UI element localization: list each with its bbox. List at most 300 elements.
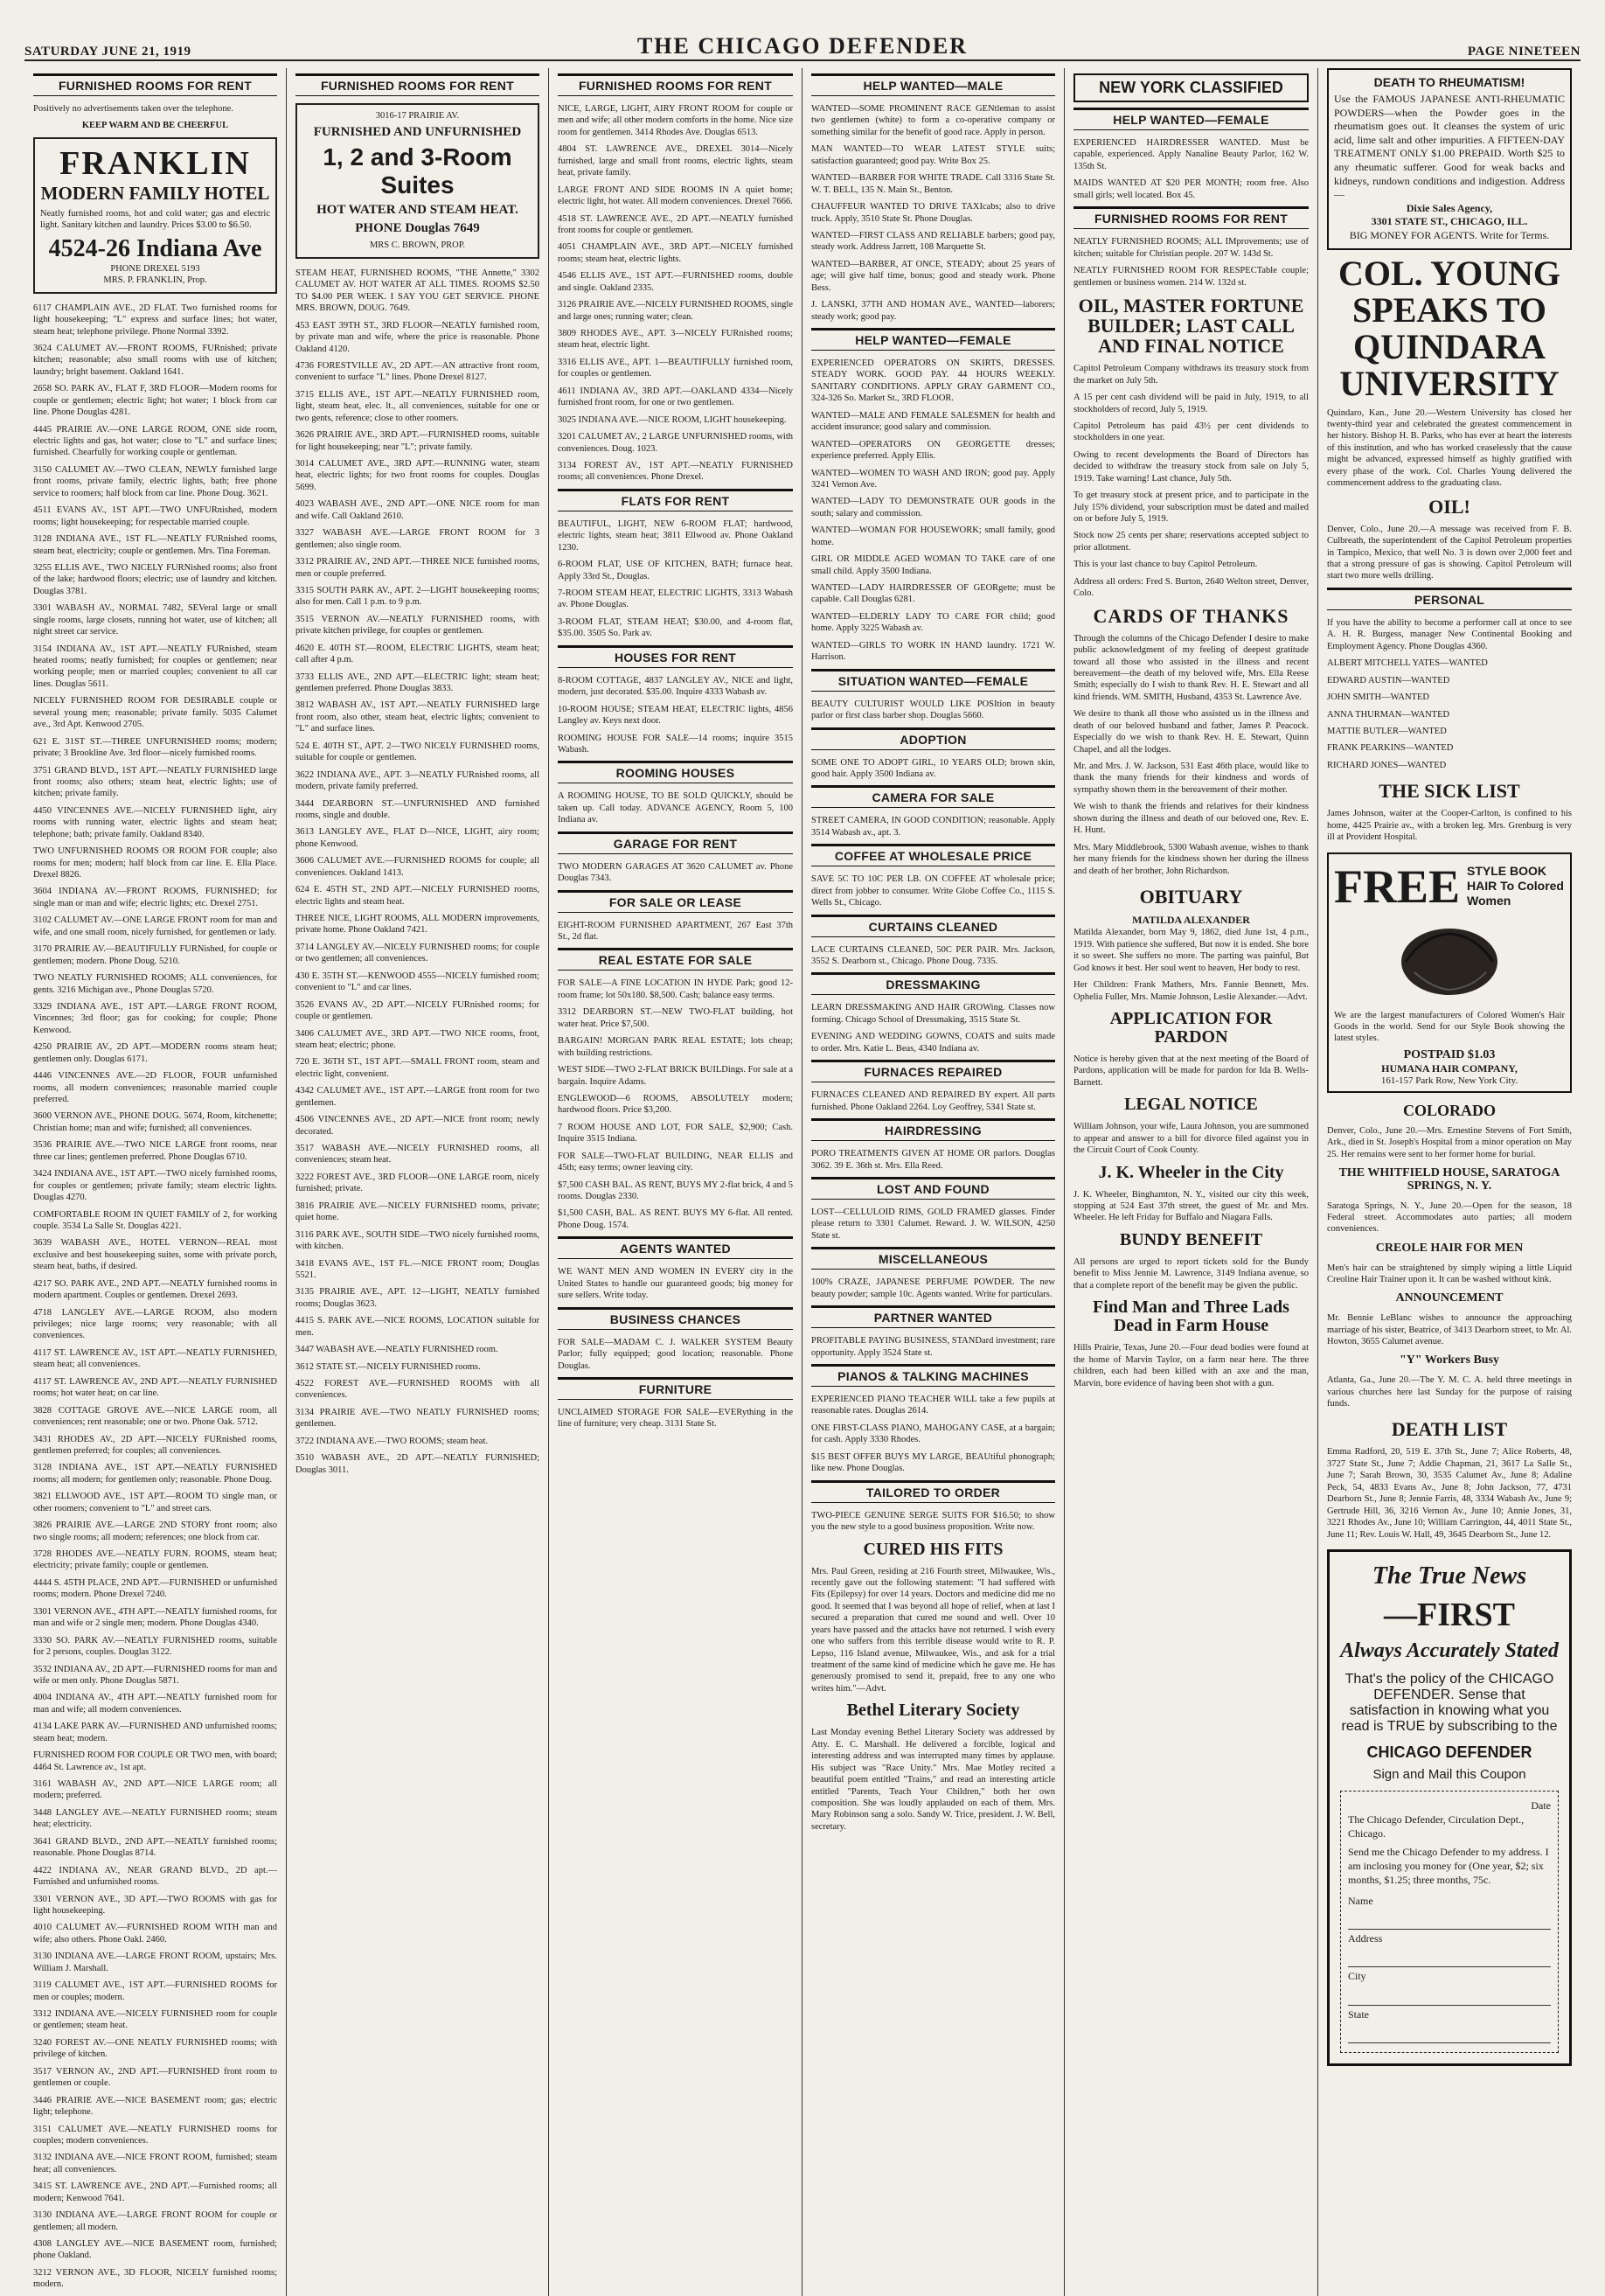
list-item: 3119 CALUMET AVE., 1ST APT.—FURNISHED ROOMS for men or couples; modern. (33, 1980, 277, 2002)
list-item: 524 E. 40TH ST., APT. 2—TWO NICELY FURNISHED rooms, suitable for couple or gentlemen. (295, 741, 539, 763)
article-headline: LEGAL NOTICE (1124, 1095, 1258, 1115)
list-item: 4522 FOREST AVE.—FURNISHED ROOMS with all conveniences. (295, 1379, 539, 1401)
list-item: 3612 STATE ST.—NICELY FURNISHED rooms. (295, 1361, 481, 1372)
list-item: 3102 CALUMET AV.—ONE LARGE FRONT room for man and wife, and one small room, nicely furnished, for gentlemen or lady. (33, 915, 277, 937)
coupon-city-label: City (1348, 1970, 1366, 1983)
notice: Positively no advertisements taken over the telephone. (33, 104, 233, 114)
list-item: Mr. and Mrs. J. W. Jackson, 531 East 46th place, would like to thank the many friends for their kindness and words of sympathy shown them in the bereavement of their mother. (1073, 762, 1309, 795)
list-item: 4023 WABASH AVE., 2ND APT.—ONE NICE room for man and wife. Call Oakland 2610. (295, 499, 539, 521)
list-item: EDWARD AUSTIN—WANTED (1327, 675, 1450, 685)
list-item: 453 EAST 39TH ST., 3RD FLOOR—NEATLY furnished room, by private man and wife, where the price is reasonable. Phone Oakland 4120. (295, 320, 539, 354)
section-header: DRESSMAKING (811, 972, 1055, 995)
article-body (1073, 1342, 1309, 1389)
list-item: 3316 ELLIS AVE., APT. 1—BEAUTIFULLY furnished room, for couples or gentlemen. (558, 357, 793, 379)
list-item: WANTED—BARBER FOR WHITE TRADE. Call 3316 State St. W. T. BELL, 135 N. Main St., Benton. (811, 173, 1055, 195)
list-item: 6-ROOM FLAT, USE OF KITCHEN, BATH; furnace heat. Apply 33rd St., Douglas. (558, 560, 793, 581)
list-item: We desire to thank all those who assisted us in the illness and death of our beloved husband and father, James P. Peacock. Especially do we wish to thank Rev. H. E. Stewart, Quinn Chapel, and all the lodges. (1073, 709, 1309, 755)
list-item: 720 E. 36TH ST., 1ST APT.—SMALL FRONT room, steam and electric light, convenient. (295, 1057, 539, 1079)
list-item: 4518 ST. LAWRENCE AVE., 2D APT.—NEATLY furnished front rooms for couple or gentlemen. (558, 213, 793, 235)
article-body (1327, 1200, 1572, 1235)
ad-address: 161-157 Park Row, New York City. (1380, 1075, 1518, 1086)
list-item: SOME ONE TO ADOPT GIRL, 10 YEARS OLD; brown skin, good hair. Apply 3500 Indiana av. (811, 757, 1055, 779)
coupon-state-label: State (1348, 2007, 1369, 2021)
classified-list (558, 103, 793, 484)
section-header: HOUSES FOR RENT (558, 645, 793, 668)
list-item: 3134 FOREST AV., 1ST APT.—NEATLY FURNISHED rooms; all conveniences. Phone Drexel. (558, 460, 793, 483)
list-item: EXPERIENCED PIANO TEACHER WILL take a few pupils at reasonable rates. Douglas 2614. (811, 1395, 1055, 1416)
list-item: 4450 VINCENNES AVE.—NICELY FURNISHED light, airy rooms with running water, electric lights and steam heat; telephone; bath; private family. Oakland 8340. (33, 805, 277, 839)
ad-line: FURNISHED AND UNFURNISHED (313, 125, 522, 140)
list-item: ANNA THURMAN—WANTED (1327, 709, 1450, 720)
article-headline: ANNOUNCEMENT (1395, 1291, 1504, 1305)
ad-header (1334, 859, 1565, 914)
list-item: WANTED—OPERATORS ON GEORGETTE dresses; experience preferred. Apply Ellis. (811, 439, 1055, 462)
list-item: 3715 ELLIS AVE., 1ST APT.—NEATLY FURNISHED room, light, steam heat, elec. lt., all conveniences, suitable for one or two gents, reference; close to other roomers. (295, 389, 539, 423)
ad-owner: MRS C. BROWN, PROP. (369, 240, 466, 251)
list-item: 3301 VERNON AVE., 3D APT.—TWO ROOMS with gas for light housekeeping. (33, 1894, 277, 1916)
masthead (24, 24, 1581, 61)
list-item: 3613 LANGLEY AVE., FLAT D—NICE, LIGHT, airy room; phone Kenwood. (295, 827, 539, 849)
list-item: Mrs. Paul Green, residing at 216 Fourth street, Milwaukee, Wis., recently gave out the following statement: "I had suffered with Fits (Epilepsy) for over 14 years. Doctors and medicine did me no good. It seemed that I was beyond all hope of relief, when at last I secured a preparation that cured me sound and well. Over 10 years have passed and the attacks have not returned. I wish every one who suffers from this terrible disease would write to R. P. Lepso, 116 Island avenue, Milwaukee, Wis., and ask for a trial treatment of the same kind of medicine which he gave me. He has generously promised to send it, prepaid, free to any one who writes him."—Advt. (811, 1566, 1055, 1694)
list-item: PORO TREATMENTS GIVEN AT HOME OR parlors. Douglas 3062. 39 E. 36th st. Mrs. Ella Reed. (811, 1149, 1055, 1171)
classified-list (811, 1207, 1055, 1242)
list-item: WANTED—SOME PROMINENT RACE GENtleman to assist two gentlemen (white) to form a co-operative company or something similar for the benefit of good race. Apply in person. (811, 104, 1055, 137)
list-item: 3130 INDIANA AVE.—LARGE FRONT ROOM for couple or gentlemen; all modern. (33, 2210, 277, 2232)
list-item: 3329 INDIANA AVE., 1ST APT.—LARGE FRONT ROOM, Vincennes; 3rd floor; gas for cooking; for couple; Phone Kenwood. (33, 1001, 277, 1035)
ad-body: Neatly furnished rooms, hot and cold water; gas and electric light. Sanitary kitchen and laundry. Prices $3.00 to $6.50. (40, 208, 270, 231)
classified-list (811, 1335, 1055, 1359)
list-item: 3212 VERNON AVE., 3D FLOOR, NICELY furnished rooms; modern. (33, 2267, 277, 2290)
list-item: EXPERIENCED HAIRDRESSER WANTED. Must be capable, experienced. Apply Nanaline Beauty Parlor, 162 W. 135th St. (1073, 138, 1309, 171)
list-item: Notice is hereby given that at the next meeting of the Board of Pardons, application will be made for pardon for Ida B. Wells-Barnett. (1073, 1054, 1309, 1088)
list-item: 3415 ST. LAWRENCE AVE., 2ND APT.—Furnished rooms; all modern; Kenwood 7641. (33, 2181, 277, 2203)
section-header: HELP WANTED—FEMALE (811, 328, 1055, 351)
list-item: 3315 SOUTH PARK AV., APT. 2—LIGHT housekeeping rooms; also for men. Call 1 p.m. to 9 p.m. (295, 585, 539, 608)
list-item: 6117 CHAMPLAIN AVE., 2D FLAT. Two furnished rooms for light housekeeping; "L" express and surface lines; hot water, steam heat; telephone privilege. Phone Normal 3392. (33, 303, 277, 337)
article-body (1073, 1256, 1309, 1291)
list-item: 3446 PRAIRIE AVE.—NICE BASEMENT room; gas; electric light; telephone. (33, 2095, 277, 2118)
list-item: 3126 PRAIRIE AVE.—NICELY FURNISHED ROOMS, single and large ones; running water; clean. (558, 300, 793, 322)
section-header: COFFEE AT WHOLESALE PRICE (811, 844, 1055, 866)
ad-title: DEATH TO RHEUMATISM! (1373, 75, 1525, 89)
article-body (1327, 808, 1572, 843)
classified-list (1327, 617, 1572, 771)
list-item: EVENING AND WEDDING GOWNS, COATS and suits made to order. Mrs. Katie L. Beas, 4340 Indiana av. (811, 1032, 1055, 1054)
classified-list (558, 1266, 793, 1301)
list-item: LACE CURTAINS CLEANED, 50C PER PAIR. Mrs. Jackson, 3552 S. Dearborn st., Chicago. Phone Doug. 7335. (811, 944, 1055, 966)
classified-list (811, 944, 1055, 968)
list-item: 624 E. 45TH ST., 2ND APT.—NICELY FURNISHED rooms, electric lights and steam heat. (295, 885, 539, 907)
section-header: FURNISHED ROOMS FOR RENT (295, 73, 539, 96)
section-header: AGENTS WANTED (558, 1236, 793, 1259)
article-body (1327, 1263, 1572, 1286)
list-item: Last Monday evening Bethel Literary Society was addressed by Atty. E. C. Marshall. He delivered a forcible, logical and interesting address and was interrupted many times by applause. His subject was "Race Unity." Mrs. Mae Motley recited a beautiful poem entitled "Trains," and read an interesting article entitled "Parents, Teach Your Children," both her own composition. She was loudly applauded on each of them. Mrs. Mary Robinson sang a solo. Sandy W. Trice, president. J. W. Bell, secretary. (811, 1728, 1055, 1832)
classified-list (811, 699, 1055, 722)
list-item: Hills Prairie, Texas, June 20.—Four dead bodies were found at the home of Marvin Taylor, on a farm near here. The three children, each had been killed with an axe and the man, Marvin, bore evidence of having been shot with a gun. (1073, 1343, 1309, 1388)
list-item: 3406 CALUMET AVE., 3RD APT.—TWO NICE rooms, front, steam heat; electric; phone. (295, 1028, 539, 1050)
obituary-name: MATILDA ALEXANDER (1132, 913, 1250, 926)
coupon-name-label: Name (1348, 1895, 1373, 1908)
classified-list (33, 303, 277, 2291)
subscription-box (1327, 1549, 1572, 2066)
column-4 (802, 68, 1065, 2296)
section-header: TAILORED TO ORDER (811, 1480, 1055, 1503)
list-item: WE WANT MEN AND WOMEN IN EVERY city in the United States to handle our guaranteed goods; big money for sure sellers. Write today. (558, 1267, 793, 1301)
address-field[interactable] (1348, 1954, 1551, 1967)
list-item: William Johnson, your wife, Laura Johnson, you are summoned to appear and answer to a bill for divorce filed against you in the Circuit Court of Cook County. (1073, 1122, 1309, 1156)
list-item: 4718 LANGLEY AVE.—LARGE ROOM, also modern privileges; nice large rooms; very reasonable; with all conveniences. (33, 1307, 277, 1341)
list-item: 4422 INDIANA AV., NEAR GRAND BLVD., 2D apt.—Furnished and unfurnished rooms. (33, 1865, 277, 1888)
article-headline: CURED HIS FITS (863, 1539, 1004, 1559)
list-item: THREE NICE, LIGHT ROOMS, ALL MODERN improvements, private home. Phone Oakland 7421. (295, 914, 539, 936)
list-item: TWO MODERN GARAGES AT 3620 CALUMET av. Phone Douglas 7343. (558, 861, 793, 884)
obituary-title: OBITUARY (1139, 885, 1243, 908)
cards-of-thanks-title: CARDS OF THANKS (1093, 604, 1289, 627)
classified-list (811, 1148, 1055, 1172)
classified-list (1073, 137, 1309, 201)
list-item: 4117 ST. LAWRENCE AV., 1ST APT.—NEATLY FURNISHED, steam heat; all conveniences. (33, 1347, 277, 1370)
ad-phone: PHONE DREXEL 5193 (110, 263, 200, 274)
section-header: HAIRDRESSING (811, 1118, 1055, 1141)
list-item: 4134 LAKE PARK AV.—FURNISHED AND unfurnished rooms; steam heat; modern. (33, 1722, 277, 1743)
section-header: PIANOS & TALKING MACHINES (811, 1364, 1055, 1387)
list-item: MATTIE BUTLER—WANTED (1327, 726, 1447, 736)
hair-illustration (1334, 914, 1565, 1010)
classified-list (811, 103, 1055, 323)
article-body (1073, 1121, 1309, 1156)
list-item: WANTED—MALE AND FEMALE SALESMEN for health and accident insurance; good salary and commission. (811, 410, 1055, 433)
section-header: SITUATION WANTED—FEMALE (811, 669, 1055, 692)
list-item: 3222 FOREST AVE., 3RD FLOOR—ONE LARGE room, nicely furnished; private. (295, 1172, 539, 1194)
list-item: Mr. Bennie LeBlanc wishes to announce the approaching marriage of his sister, Beatrice, of 3413 Dearborn street, to Mr. Al. Howton, 3655 Calumet avenue. (1327, 1313, 1572, 1346)
article-body (1327, 524, 1572, 582)
list-item: 3135 PRAIRIE AVE., APT. 12—LIGHT, NEATLY furnished rooms; Douglas 3623. (295, 1287, 539, 1309)
list-item: WANTED—GIRLS TO WORK IN HAND laundry. 1721 W. Harrison. (811, 640, 1055, 663)
list-item: 3722 INDIANA AVE.—TWO ROOMS; steam heat. (295, 1436, 488, 1446)
list-item: 3600 VERNON AVE., PHONE DOUG. 5674, Room, kitchenette; Christian home; man and wife; furnished; all conveniences. (33, 1111, 277, 1133)
list-item: A 15 per cent cash dividend will be paid in July, 1919, to all stockholders of record, July 5, 1919. (1073, 393, 1309, 414)
list-item: $1,500 CASH, BAL. AS RENT. BUYS MY 6-flat. All rented. Phone Doug. 1574. (558, 1208, 793, 1230)
classified-list (811, 873, 1055, 908)
classified-list (811, 815, 1055, 838)
list-item: 3150 CALUMET AV.—TWO CLEAN, NEWLY furnished large front rooms, private family, electric lights, bath; free phone service to roomers; half block from car line. Phone Doug. 3621. (33, 464, 277, 498)
list-item: 3014 CALUMET AVE., 3RD APT.—RUNNING water, steam heat, electric lights; for two front rooms for couples. Douglas 5699. (295, 459, 539, 492)
ad-footer: BIG MONEY FOR AGENTS. Write for Terms. (1349, 228, 1550, 241)
list-item: Address all orders: Fred S. Burton, 2640 Welton street, Denver, Colo. (1073, 576, 1309, 599)
list-item: NEATLY FURNISHED ROOM FOR RESPECTable couple; gentlemen or business women. 214 W. 132d st. (1073, 266, 1309, 288)
list-item: 4250 PRAIRIE AV., 2D APT.—MODERN rooms steam heat; gentlemen only. Douglas 6171. (33, 1042, 277, 1064)
ad-name: FRANKLIN (59, 144, 251, 182)
list-item: 4444 S. 45TH PLACE, 2ND APT.—FURNISHED or unfurnished rooms; modern. Phone Drexel 7240. (33, 1577, 277, 1600)
classified-list (1073, 236, 1309, 289)
list-item: 4051 CHAMPLAIN AVE., 3RD APT.—NICELY furnished rooms; steam heat, electric lights. (558, 242, 793, 264)
article-body (1073, 363, 1309, 599)
section-header: CAMERA FOR SALE (811, 785, 1055, 808)
list-item: 3330 SO. PARK AV.—NEATLY FURNISHED rooms, suitable for 2 persons, couples. Douglas 3122. (33, 1635, 277, 1658)
section-header: FURNISHED ROOMS FOR RENT (558, 73, 793, 96)
list-item: 3312 INDIANA AVE.—NICELY FURNISHED room for couple or gentlemen; steam heat. (33, 2009, 277, 2031)
list-item: 4506 VINCENNES AVE., 2D APT.—NICE front room; newly decorated. (295, 1115, 539, 1137)
article-body (811, 1727, 1055, 1833)
ad-suites: 1, 2 and 3-Room Suites (323, 143, 512, 199)
article-body (1327, 1312, 1572, 1347)
list-item: 3606 CALUMET AVE.—FURNISHED ROOMS for couple; all conveniences. Oakland 1413. (295, 856, 539, 878)
list-item: 3510 WABASH AVE., 2D APT.—NEATLY FURNISHED; Douglas 3011. (295, 1453, 539, 1475)
section-header: FURNACES REPAIRED (811, 1060, 1055, 1082)
list-item: 4217 SO. PARK AVE., 2ND APT.—NEATLY furnished rooms in modern apartment. Couples or gentlemen. Drexel 2693. (33, 1278, 277, 1301)
list-item: SAVE 5C TO 10C PER LB. ON COFFEE AT wholesale price; direct from jobber to consumer. Write Globe Coffee Co., 1115 S. Wells St., Chicago. (811, 874, 1055, 908)
list-item: MAN WANTED—TO WEAR LATEST STYLE suits; satisfaction guaranteed; good pay. Write Box 25. (811, 144, 1055, 166)
list-item: 3418 EVANS AVE., 1ST FL.—NICE FRONT room; Douglas 5521. (295, 1258, 539, 1280)
list-item: STEAM HEAT, FURNISHED ROOMS, "THE Annette," 3302 CALUMET AV. HOT WATER AT ALL TIMES. ROOMS $2.50 TO $4.00 PER WEEK. I SAY YOU GET SERVICE. PHONE MRS. BROWN, DOUG. 7649. (295, 268, 539, 314)
list-item: 3821 ELLWOOD AVE., 1ST APT.—ROOM TO single man, or other roomers; convenient to "L" and street cars. (33, 1492, 277, 1513)
article-body (811, 1566, 1055, 1695)
list-item: NICE, LARGE, LIGHT, AIRY FRONT ROOM for couple or men and wife; all other modern comforts in the home. Nice size room for gentlemen. 3414 Rhodes Ave. Douglas 6513. (558, 104, 793, 137)
colorado-title: COLORADO (1402, 1101, 1496, 1119)
list-item: LEARN DRESSMAKING AND HAIR GROWing. Classes now forming. Chicago School of Dressmaking, 3515 State St. (811, 1003, 1055, 1025)
list-item: 3-ROOM FLAT, STEAM HEAT; $30.00, and 4-room flat, $35.00. 3505 So. Park av. (558, 616, 793, 639)
list-item: 4736 FORESTVILLE AV., 2D APT.—AN attractive front room, convenient to surface "L" lines. Phone Drexel 8127. (295, 360, 539, 383)
list-item: WANTED—LADY HAIRDRESSER OF GEORgette; must be capable. Call Douglas 6281. (811, 583, 1055, 605)
first-title: —FIRST (1384, 1596, 1515, 1633)
paper-title: THE CHICAGO DEFENDER (636, 33, 969, 59)
list-item: 3201 CALUMET AV., 2 LARGE UNFURNISHED rooms, with conveniences. Doug. 1023. (558, 432, 793, 454)
list-item: 3517 WABASH AVE.—NICELY FURNISHED rooms, all conveniences; steam heat. (295, 1144, 539, 1165)
classified-list (558, 1407, 793, 1430)
coupon-body: Send me the Chicago Defender to my address. I am inclosing you money for (One year, $2; six months, $1.25; three months, 75c. (1348, 1845, 1549, 1886)
list-item: NICELY FURNISHED ROOM FOR DESIRABLE couple or several young men; reasonable; private family. 5035 Calumet ave., 3rd Apt. Kenwood 2705. (33, 696, 277, 730)
name-field[interactable] (1348, 1917, 1551, 1930)
oil-title: OIL! (1428, 495, 1470, 518)
list-item: NEATLY FURNISHED ROOMS; ALL IMprovements; use of kitchen; suitable for Christian people. 207 W. 143d St. (1073, 237, 1309, 259)
list-item: 4445 PRAIRIE AV.—ONE LARGE ROOM, ONE side room, electric lights and gas, hot water; close to "L" and surface lines; furnished. Chearfully for working couple or gentleman. (33, 424, 277, 458)
list-item: Denver, Colo., June 20.—Mrs. Ernestine Stevens of Fort Smith, Ark., died in St. Joseph's Hospital from a minor operation on May 25. Her remains were sent to her former home for burial. (1327, 1125, 1572, 1159)
list-item: 3301 VERNON AVE., 4TH APT.—NEATLY furnished rooms, for man and wife or 2 single men; modern. Phone Douglas 4340. (33, 1606, 277, 1629)
list-item: 4004 INDIANA AV., 4TH APT.—NEATLY furnished room for man and wife; all modern conveniences. (33, 1693, 277, 1715)
list-item: 8-ROOM COTTAGE, 4837 LANGLEY AV., NICE and light, modern, just decorated. $35.00. Inquire 4333 Wabash av. (558, 675, 793, 698)
list-item: $7,500 CASH BAL. AS RENT, BUYS MY 2-flat brick, 4 and 5 rooms. Douglas 2330. (558, 1179, 793, 1201)
section-header: FURNISHED ROOMS FOR RENT (33, 73, 277, 96)
section-header: FURNITURE (558, 1377, 793, 1400)
section-header: LOST AND FOUND (811, 1177, 1055, 1200)
list-item: 3448 LANGLEY AVE.—NEATLY FURNISHED rooms; steam heat; electricity. (33, 1807, 277, 1830)
list-item: STREET CAMERA, IN GOOD CONDITION; reasonable. Apply 3514 Wabash av., apt. 3. (811, 816, 1055, 838)
list-item: WANTED—WOMEN TO WASH AND IRON; good pay. Apply 3241 Vernon Ave. (811, 468, 1055, 490)
article-body (1327, 1446, 1572, 1541)
list-item: J. LANSKI, 37TH AND HOMAN AVE., WANTED—laborers; steady work; good pay. (811, 300, 1055, 322)
list-item: CHAUFFEUR WANTED TO DRIVE TAXIcabs; also to drive truck. Apply, 3510 State St. Phone Douglas. (811, 202, 1055, 224)
list-item: 3812 WABASH AV., 1ST APT.—NEATLY FURNISHED large front room, also other, steam heat, electric lights; convenient to "L" and surface lines. (295, 700, 539, 734)
section-header: BUSINESS CHANCES (558, 1307, 793, 1330)
list-item: 4546 ELLIS AVE., 1ST APT.—FURNISHED rooms, double and single. Oakland 2335. (558, 271, 793, 293)
coupon-address-label: Address (1348, 1932, 1383, 1945)
list-item: 3828 COTTAGE GROVE AVE.—NICE LARGE room, all conveniences; rent reasonable; one or two. Phone Oak. 5712. (33, 1405, 277, 1428)
list-item: 430 E. 35TH ST.—KENWOOD 4555—NICELY furnished room; convenient to "L" and car lines. (295, 971, 539, 993)
classified-list (558, 920, 793, 943)
list-item: Capitol Petroleum has paid 43½ per cent dividends to stockholders in one year. (1073, 421, 1309, 443)
list-item: 3431 RHODES AV., 2D APT.—NICELY FURnished rooms, gentlemen preferred; for couples; all conveniences. (33, 1434, 277, 1456)
list-item: WANTED—ELDERLY LADY TO CARE FOR child; good home. Apply 3225 Wabash av. (811, 611, 1055, 634)
list-item: FOR SALE—TWO-FLAT BUILDING, NEAR ELLIS and 45th; easy terms; owner leaving city. (558, 1151, 793, 1173)
list-item: Denver, Colo., June 20.—A message was received from F. B. Culbreath, the superintendent of the Capitol Petroleum properties in Tampico, Mexico, that well No. 3 is down over 2,000 feet and that a strong pressure of gas is showing. Capitol Petroleum will start two more wells drilling. (1327, 524, 1572, 581)
section-header: MISCELLANEOUS (811, 1247, 1055, 1270)
section-header: FURNISHED ROOMS FOR RENT (1073, 206, 1309, 229)
coupon-to: The Chicago Defender, Circulation Dept., Chicago. (1348, 1813, 1525, 1840)
list-item: 3301 WABASH AV., NORMAL 7482, SEVeral large or small single rooms, large closets, running hot water, use of kitchen; all night street car service. (33, 603, 277, 637)
list-item: 3826 PRAIRIE AVE.—LARGE 2ND STORY front room; also two single rooms; all modern; references; one block from car. (33, 1520, 277, 1542)
subscription-coupon[interactable] (1340, 1791, 1559, 2053)
classified-list (811, 757, 1055, 781)
list-item: 3130 INDIANA AVE.—LARGE FRONT ROOM, upstairs; Mrs. William J. Marshall. (33, 1952, 277, 1973)
list-item: If you have the ability to become a performer call at once to see A. H. R. Burgess, manager New Continental Booking and Employment Agency. Phone Douglas 4360. (1327, 617, 1572, 651)
list-item: FURNACES CLEANED AND REPAIRED BY expert. All parts furnished. Phone Oakland 2264. Loy Geoffrey, 5341 State st. (811, 1090, 1055, 1112)
state-field[interactable] (1348, 2030, 1551, 2043)
death-list-title: DEATH LIST (1391, 1418, 1508, 1441)
list-item: 3128 INDIANA AVE., 1ST APT.—NEATLY FURNISHED rooms; all modern; for gentlemen only; reasonable. Phone Doug. (33, 1463, 277, 1485)
list-item: 3624 CALUMET AV.—FRONT ROOMS, FURnished; private kitchen; reasonable; also small rooms with use of kitchen; laundry; bright basement. Oakland 1641. (33, 343, 277, 377)
list-item: 4117 ST. LAWRENCE AV., 2ND APT.—NEATLY FURNISHED rooms; hot water heat; on car line. (33, 1376, 277, 1399)
classified-list (811, 1277, 1055, 1300)
classified-list (811, 1394, 1055, 1475)
classified-list (558, 978, 793, 1231)
list-item: 3444 DEARBORN ST.—UNFURNISHED AND furnished rooms, single and double. (295, 798, 539, 820)
classified-list (558, 675, 793, 756)
coupon-call: Sign and Mail this Coupon (1372, 1766, 1526, 1782)
list-item: 3639 WABASH AVE., HOTEL VERNON—REAL most exclusive and best housekeeping suites, some with private porch, steam heat, baths, if desired. (33, 1238, 277, 1272)
ad-address: 4524-26 Indiana Ave (48, 234, 262, 262)
article-headline: Bethel Literary Society (846, 1701, 1020, 1721)
section-header: ROOMING HOUSES (558, 761, 793, 783)
list-item: COMFORTABLE ROOM IN QUIET FAMILY of 2, for working couple. 3534 La Salle St. Douglas 4221. (33, 1209, 277, 1231)
article-body (1327, 1374, 1572, 1409)
list-item: 3604 INDIANA AV.—FRONT ROOMS, FURNISHED; for single man or man and wife; electric lights; etc. Drexel 2751. (33, 887, 277, 908)
list-item: WANTED—WOMAN FOR HOUSEWORK; small family, good home. (811, 525, 1055, 547)
list-item: 3132 INDIANA AVE.—NICE FRONT ROOM, furnished; steam heat; all conveniences. (33, 2153, 277, 2174)
list-item: Through the columns of the Chicago Defender I desire to make public acknowledgment of my feeling of deepest gratitude toward all those who assisted in the illness and recent bereavement—the death of my beloved wife, Mrs. Ella Reese Smith; especially do I wish to thank Rev. H. E. Stewart and all kind friends. WM. SMITH, Husband, 4353 St. Lawrence Ave. (1073, 633, 1309, 702)
list-item: TWO UNFURNISHED ROOMS OR ROOM FOR couple; also rooms for men; modern; half block from car line. E. Ella Place. Drexel 8826. (33, 846, 277, 880)
classified-list (558, 1337, 793, 1372)
article-headline: J. K. Wheeler in the City (1098, 1162, 1284, 1182)
list-item: EXPERIENCED OPERATORS ON SKIRTS, DRESSES. STEADY WORK. GOOD PAY. 44 HOURS WEEKLY. SANITARY CONDITIONS. APPLY GRAY GARMENT CO., 324-326 So. Market St., 3RD FLOOR. (811, 358, 1055, 404)
ad-price: POSTPAID $1.03 (1403, 1047, 1496, 1061)
article-headline: THE WHITFIELD HOUSE, SARATOGA SPRINGS, N. Y. (1338, 1166, 1560, 1193)
list-item: WANTED—FIRST CLASS AND RELIABLE barbers; good pay, steady work. Address Jarrett, 108 Marquette St. (811, 230, 1055, 253)
list-item: FOR SALE—A FINE LOCATION IN HYDE Park; good 12-room frame; lot 50x180. $8,500. Cash; balance easy terms. (558, 978, 793, 1000)
list-item: 4308 LANGLEY AVE.—NICE BASEMENT room, furnished; phone Oakland. (33, 2239, 277, 2261)
list-item: ENGLEWOOD—6 ROOMS, ABSOLUTELY modern; hardwood floors. Price $3,200. (558, 1093, 793, 1116)
list-item: This is your last chance to buy Capitol Petroleum. (1073, 560, 1258, 570)
list-item: 3424 INDIANA AVE., 1ST APT.—TWO nicely furnished rooms, for couples or gentlemen; private family; steam electric lights. Douglas 4270. (33, 1169, 277, 1203)
article-body (1073, 633, 1309, 877)
article-body (1327, 407, 1572, 490)
column-5 (1065, 68, 1318, 2296)
ad-phone: PHONE Douglas 7649 (355, 221, 480, 236)
list-item: Capitol Petroleum Company withdraws its treasury stock from the market on July 5th. (1073, 364, 1309, 386)
list-item: Stock now 25 cents per share; reservations accepted subject to prior allotment. (1073, 531, 1309, 553)
section-header: FLATS FOR RENT (558, 489, 793, 511)
list-item: J. K. Wheeler, Binghamton, N. Y., visited our city this week, stopping at 524 East 37th street, the guest of Mr. and Mrs. Wheeler. He left Friday for Buffalo and Niagara Falls. (1073, 1189, 1309, 1223)
article-body (1073, 1189, 1309, 1224)
list-item: FRANK PEARKINS—WANTED (1327, 743, 1454, 754)
classified-list (811, 358, 1055, 664)
list-item: JOHN SMITH—WANTED (1327, 692, 1429, 703)
list-item: 3134 PRAIRIE AVE.—TWO NEATLY FURNISHED rooms; gentlemen. (295, 1407, 539, 1430)
policy-text: That's the policy of the CHICAGO DEFENDER. Sense that satisfaction in knowing what you read is TRUE by subscribing to the (1341, 1671, 1558, 1734)
page-number: PAGE NINETEEN (1467, 45, 1581, 59)
column-3 (549, 68, 802, 2296)
article-body (1073, 927, 1309, 1003)
classified-list (811, 1002, 1055, 1054)
list-item: 4611 INDIANA AV., 3RD APT.—OAKLAND 4334—Nicely furnished front room, for one or two gentlemen. (558, 386, 793, 408)
list-item: LARGE FRONT AND SIDE ROOMS IN A quiet home; electric light, hot water. All modern conveniences. Drexel 7666. (558, 184, 793, 207)
list-item: 3532 INDIANA AV., 2D APT.—FURNISHED rooms for man and wife or men only. Phone Douglas 5871. (33, 1664, 277, 1686)
list-item: 10-ROOM HOUSE; STEAM HEAT, ELECTRIC lights, 4856 Langley av. Keys next door. (558, 704, 793, 727)
list-item: WANTED—LADY TO DEMONSTRATE OUR goods in the south; salary and commission. (811, 497, 1055, 518)
list-item: 3312 DEARBORN ST.—NEW TWO-FLAT building, hot water heat. Price $7,500. (558, 1007, 793, 1029)
list-item: 3128 INDIANA AVE., 1ST FL.—NEATLY FURnished rooms, steam heat, electricity; couple or gentlemen. Mrs. Tina Foreman. (33, 534, 277, 556)
list-item: 4620 E. 40TH ST.—ROOM, ELECTRIC LIGHTS, steam heat; call after 4 p.m. (295, 643, 539, 665)
list-item: 3154 INDIANA AV., 1ST APT.—NEATLY FURnished, steam heated rooms; neatly furnished; for couples or gentlemen; near working people; men or married couples; convenient to all car lines. Douglas 5611. (33, 644, 277, 689)
list-item: EIGHT-ROOM FURNISHED APARTMENT, 267 East 37th St., 2d flat. (558, 920, 793, 942)
classified-list (811, 1089, 1055, 1113)
sick-list-title: THE SICK LIST (1379, 780, 1520, 803)
list-item: TWO NEATLY FURNISHED ROOMS; ALL conveniences, for gents. 3216 Michigan ave., Phone Douglas 5720. (33, 973, 277, 995)
section-header: PARTNER WANTED (811, 1305, 1055, 1328)
list-item: Atlanta, Ga., June 20.—The Y. M. C. A. held three meetings in various churches here last Sunday for the purpose of raising funds. (1327, 1375, 1572, 1409)
list-item: 3526 EVANS AV., 2D APT.—NICELY FURnished rooms; for couple or gentlemen. (295, 999, 539, 1022)
hair-style-book-ad (1327, 852, 1572, 1093)
accurate-title: Always Accurately Stated (1340, 1639, 1559, 1662)
classified-list (558, 790, 793, 825)
columns (24, 68, 1581, 2290)
hair-switch-icon (1388, 918, 1511, 1005)
list-item: 3622 INDIANA AVE., APT. 3—NEATLY FURnished rooms, all modern, private family preferred. (295, 769, 539, 792)
article-body (1073, 1054, 1309, 1089)
list-item: James Johnson, waiter at the Cooper-Carlton, is confined to his home, 4425 Prairie av., with a broken leg. Mrs. Grenburg is very ill at Provident Hospital. (1327, 809, 1572, 843)
column-1 (24, 68, 287, 2296)
ad-line: HOT WATER AND STEAM HEAT. (316, 203, 518, 218)
oil-headline: OIL, MASTER FORTUNE BUILDER; LAST CALL AND FINAL NOTICE (1078, 294, 1304, 358)
classified-list (558, 518, 793, 640)
rheumatism-ad (1327, 68, 1572, 250)
list-item: GIRL OR MIDDLE AGED WOMAN TO TAKE care of one small child. Apply 3500 Indiana. (811, 554, 1055, 576)
ad-title: STYLE BOOK HAIR To Colored Women (1467, 864, 1564, 908)
defender-name: CHICAGO DEFENDER (1366, 1743, 1532, 1761)
list-item: 3255 ELLIS AVE., TWO NICELY FURNished rooms; also front of the lake; hardwood floors; electric; use of laundry and kitchen. Douglas 3781. (33, 562, 277, 596)
section-header: PERSONAL (1327, 588, 1572, 610)
list-item: 3025 INDIANA AVE.—NICE ROOM, LIGHT housekeeping. (558, 414, 787, 425)
franklin-hotel-ad (33, 137, 277, 294)
list-item: 3728 RHODES AVE.—NEATLY FURN. ROOMS, steam heat; electricity; private family; couple or gentlemen. (33, 1549, 277, 1571)
article-headline: CREOLE HAIR FOR MEN (1375, 1241, 1524, 1255)
list-item: 3641 GRAND BLVD., 2ND APT.—NEATLY furnished rooms; reasonable. Phone Douglas 8714. (33, 1836, 277, 1859)
list-item: ALBERT MITCHELL YATES—WANTED (1327, 658, 1488, 669)
city-field[interactable] (1348, 1993, 1551, 2006)
list-item: 3536 PRAIRIE AVE.—TWO NICE LARGE front rooms, near three car lines; gentlemen preferred. Phone Douglas 6710. (33, 1140, 277, 1162)
list-item: ONE FIRST-CLASS PIANO, MAHOGANY CASE, at a bargain; for cash. Apply 3330 Rhodes. (811, 1423, 1055, 1445)
section-header: CURTAINS CLEANED (811, 915, 1055, 937)
list-item: Her Children: Frank Mathers, Mrs. Fannie Bennett, Mrs. Ophelia Fuller, Mrs. Mamie Johnson, Leslie Alexander.—Advt. (1073, 980, 1309, 1002)
ad-subtitle: MODERN FAMILY HOTEL (40, 182, 270, 204)
issue-date: SATURDAY JUNE 21, 1919 (24, 45, 191, 59)
list-item: 4804 ST. LAWRENCE AVE., DREXEL 3014—Nicely furnished, large and small front rooms, electric lights, steam heat, private family. (558, 144, 793, 178)
article-headline: BUNDY BENEFIT (1119, 1229, 1263, 1249)
ad-owner: MRS. P. FRANKLIN, Prop. (103, 275, 207, 286)
list-item: 4415 S. PARK AVE.—NICE ROOMS, LOCATION suitable for men. (295, 1316, 539, 1338)
list-item: BARGAIN! MORGAN PARK REAL ESTATE; lots cheap; with building restrictions. (558, 1036, 793, 1058)
list-item: 3714 LANGLEY AV.—NICELY FURNISHED rooms; for couple or two gentlemen; all conveniences. (295, 942, 539, 964)
article-headline: APPLICATION FOR PARDON (1109, 1008, 1273, 1047)
